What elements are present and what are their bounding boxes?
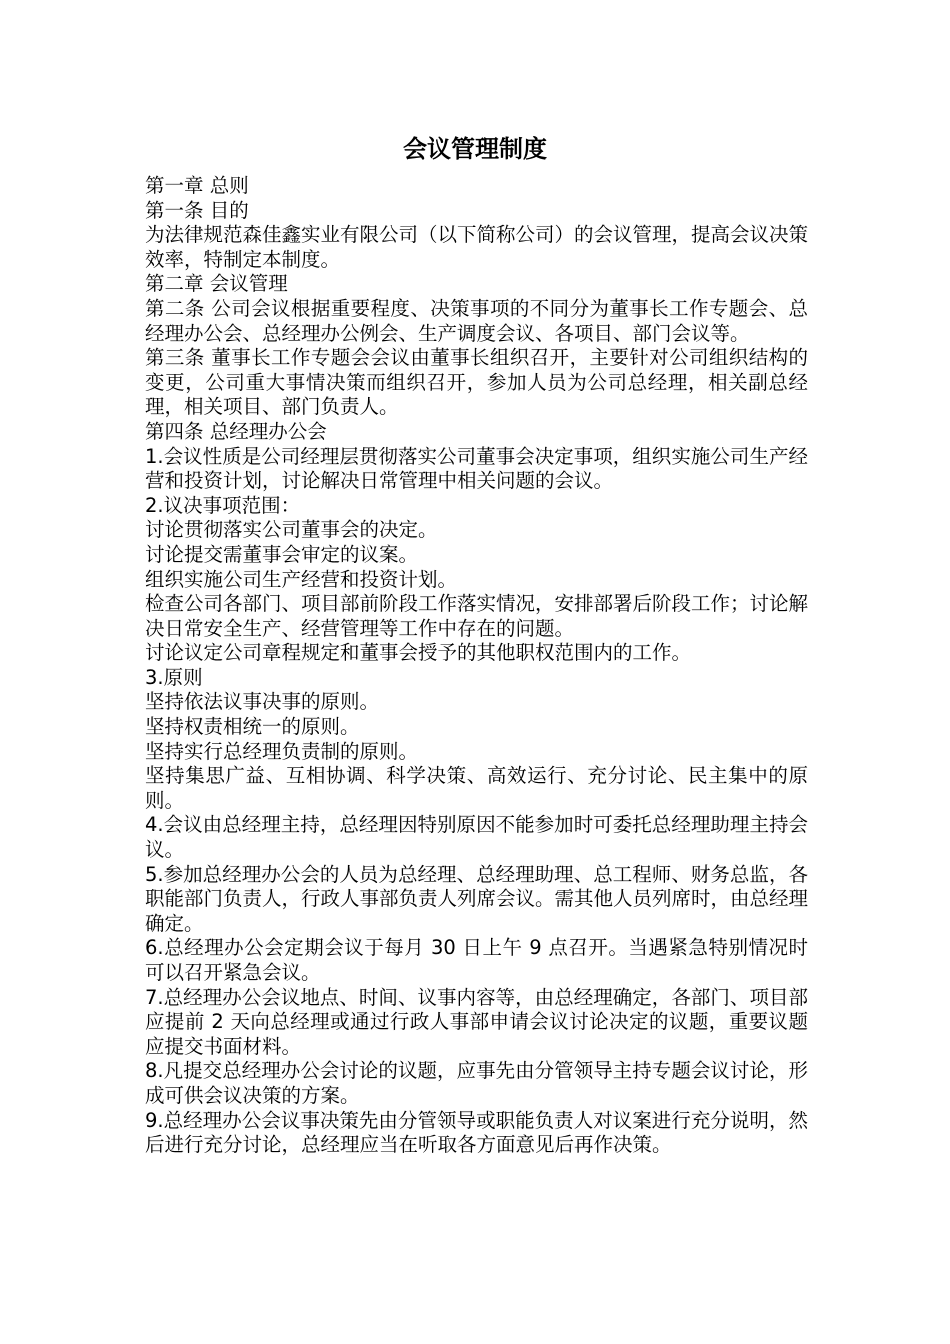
document-title: 会议管理制度 — [403, 135, 547, 163]
paragraph: 坚持依法议事决事的原则。 — [145, 690, 380, 714]
paragraph: 3.原则 — [145, 665, 203, 689]
paragraph: 第三条 董事长工作专题会会议由董事长组织召开，主要针对公司组织结构的变更，公司重大事情决策而组织召开，参加人员为公司总经理，相关副总经理，相关项目、部门负责人。 — [145, 346, 808, 419]
document-body — [145, 174, 808, 1158]
chapter-heading: 第二章 会议管理 — [145, 272, 288, 296]
paragraph: 坚持集思广益、互相协调、科学决策、高效运行、充分讨论、民主集中的原则。 — [145, 764, 808, 812]
article-heading: 第一条 目的 — [145, 198, 249, 222]
paragraph: 检查公司各部门、项目部前阶段工作落实情况，安排部署后阶段工作；讨论解决日常安全生产、经营管理等工作中存在的问题。 — [145, 592, 809, 640]
paragraph: 1.会议性质是公司经理层贯彻落实公司董事会决定事项，组织实施公司生产经营和投资计划，讨论解决日常管理中相关问题的会议。 — [145, 444, 808, 493]
article-heading: 第四条 总经理办公会 — [145, 419, 327, 443]
paragraph: 组织实施公司生产经营和投资计划。 — [145, 567, 458, 591]
paragraph: 第二条 公司会议根据重要程度、决策事项的不同分为董事长工作专题会、总经理办公会、总经理办公例会、生产调度会议、各项目、部门会议等。 — [145, 296, 808, 345]
paragraph: 6.总经理办公会定期会议于每月 30 日上午 9 点召开。当遇紧急特别情况时可以召开紧急会议。 — [145, 936, 808, 984]
paragraph: 8.凡提交总经理办公会讨论的议题，应事先由分管领导主持专题会议讨论，形成可供会议决策的方案。 — [145, 1059, 808, 1107]
chapter-heading: 第一章 总则 — [145, 174, 249, 197]
paragraph: 2.议决事项范围： — [145, 493, 301, 517]
paragraph: 坚持实行总经理负责制的原则。 — [145, 739, 419, 763]
paragraph: 为法律规范森佳鑫实业有限公司（以下简称公司）的会议管理，提高会议决策效率，特制定本制度。 — [145, 223, 809, 271]
paragraph: 9.总经理办公会议事决策先由分管领导或职能负责人对议案进行充分说明，然后进行充分讨论，总经理应当在听取各方面意见后再作决策。 — [145, 1108, 808, 1157]
paragraph: 7.总经理办公会议地点、时间、议事内容等，由总经理确定，各部门、项目部应提前 2 天向总经理或通过行政人事部申请会议讨论决定的议题，重要议题应提交书面材料。 — [145, 985, 808, 1058]
paragraph: 讨论贯彻落实公司董事会的决定。 — [145, 518, 438, 542]
paragraph: 4.会议由总经理主持，总经理因特别原因不能参加时可委托总经理助理主持会议。 — [145, 813, 808, 862]
paragraph: 坚持权责相统一的原则。 — [145, 715, 360, 739]
paragraph: 讨论提交需董事会审定的议案。 — [145, 542, 419, 566]
paragraph: 5.参加总经理办公会的人员为总经理、总经理助理、总工程师、财务总监，各职能部门负责人，行政人事部负责人列席会议。需其他人员列席时，由总经理确定。 — [145, 862, 809, 935]
paragraph: 讨论议定公司章程规定和董事会授予的其他职权范围内的工作。 — [145, 641, 692, 665]
